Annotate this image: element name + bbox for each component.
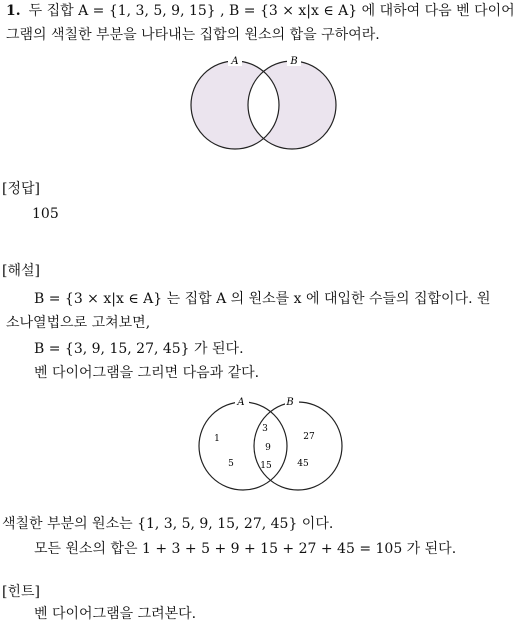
venn-label-b: B <box>290 56 298 67</box>
venn2-element: 5 <box>228 459 234 469</box>
problem-number: 1. <box>6 3 21 19</box>
venn2-element: 1 <box>214 434 220 444</box>
venn2-label-a: A <box>237 397 245 408</box>
venn2-label-b: B <box>286 397 294 408</box>
problem-line-1 <box>6 2 515 20</box>
answer-value: 105 <box>32 206 59 222</box>
venn2-element: 9 <box>265 443 271 453</box>
problem-text-2: 그램의 색칠한 부분을 나타내는 집합의 원소의 합을 구하여라. <box>6 27 380 43</box>
explanation-heading: [해설] <box>2 263 40 279</box>
venn2-set-a-outline <box>199 402 287 490</box>
explanation-line-1: B = {3 × x|x ∈ A} 는 집합 A 의 원소를 x 에 대입한 수들의 집합이다. 원 <box>34 291 491 307</box>
explanation-line-3: B = {3, 9, 15, 27, 45} 가 된다. <box>34 341 244 357</box>
venn2-element: 15 <box>260 461 272 471</box>
answer-heading: [정답] <box>2 181 40 197</box>
problem-text-1: 두 집합 A = {1, 3, 5, 9, 15} , B = {3 × x|x ∈ A} 에 대하여 다음 벤 다이어 <box>28 3 515 19</box>
venn2-element: 27 <box>303 432 315 442</box>
venn2-element: 3 <box>262 424 268 434</box>
explanation-line-6: 모든 원소의 합은 1 + 3 + 5 + 9 + 15 + 27 + 45 = 105 가 된다. <box>34 541 457 557</box>
venn2-element: 45 <box>297 459 309 469</box>
explanation-line-5: 색칠한 부분의 원소는 {1, 3, 5, 9, 15, 27, 45} 이다. <box>2 516 334 532</box>
venn-diagram-elements <box>195 392 345 495</box>
venn-label-a: A <box>231 56 239 67</box>
explanation-line-4: 벤 다이어그램을 그리면 다음과 같다. <box>34 365 260 381</box>
explanation-line-2: 소나열법으로 고쳐보면, <box>6 315 151 331</box>
hint-heading: [힌트] <box>2 584 40 600</box>
hint-text: 벤 다이어그램을 그려본다. <box>34 606 197 622</box>
venn-diagram-shaded <box>185 52 355 156</box>
